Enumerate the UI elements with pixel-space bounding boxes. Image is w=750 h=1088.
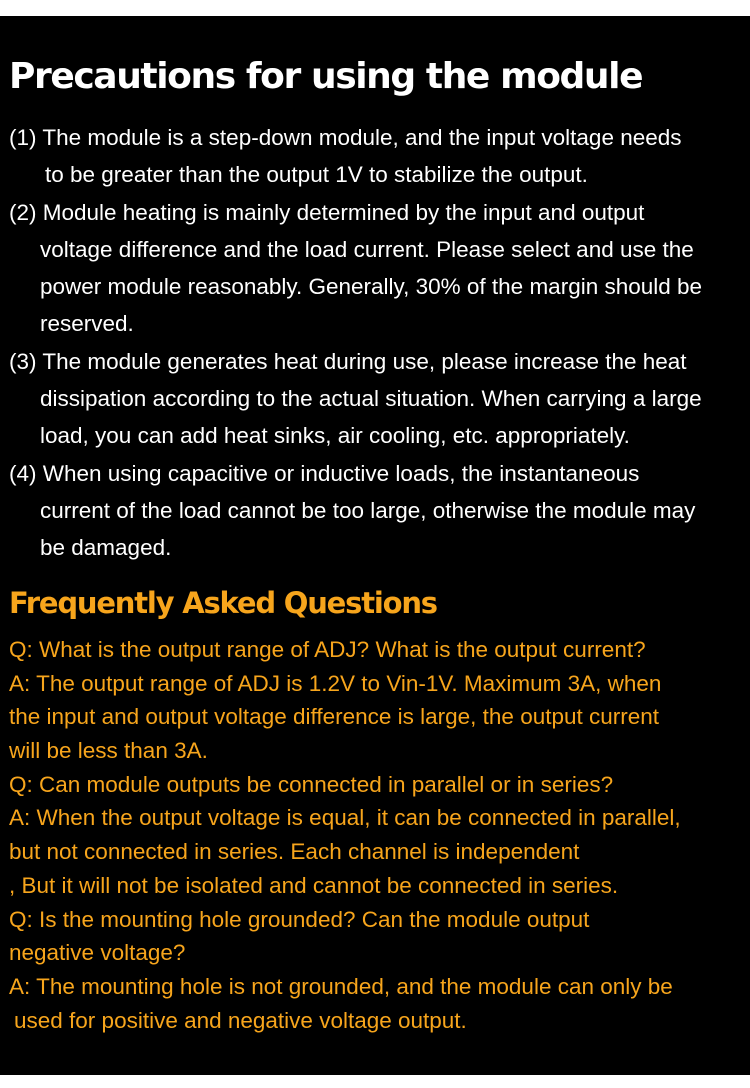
precautions-list [9,119,743,567]
precaution-line: be damaged. [40,535,172,561]
content-panel [0,16,750,1075]
faq-line: A: When the output voltage is equal, it can be connected in parallel, [9,805,681,831]
faq-line: negative voltage? [9,940,186,966]
faq-line: A: The output range of ADJ is 1.2V to Vin-1V. Maximum 3A, when [9,670,662,696]
faq-line: A: The mounting hole is not grounded, and the module can only be [9,973,673,999]
precaution-line: to be greater than the output 1V to stabilize the output. [45,162,588,188]
faq-line: but not connected in series. Each channel is independent [9,839,580,865]
faq-line: will be less than 3A. [9,738,208,764]
precaution-line: (1) The module is a step-down module, and the input voltage needs [9,125,682,150]
precaution-line: dissipation according to the actual situation. When carrying a large [40,386,702,412]
faq-line: , But it will not be isolated and cannot be connected in series. [9,872,619,898]
faq-list [9,633,744,1037]
precaution-line: load, you can add heat sinks, air cooling, etc. appropriately. [40,423,630,449]
precaution-line: power module reasonably. Generally, 30% of the margin should be [40,274,703,300]
precaution-line: reserved. [40,311,134,337]
precaution-line: current of the load cannot be too large, otherwise the module may [40,497,696,523]
faq-line: Q: What is the output range of ADJ? What is the output current? [9,637,646,662]
faq-line: Q: Can module outputs be connected in parallel or in series? [9,771,614,797]
precaution-line: (2) Module heating is mainly determined by the input and output [9,199,645,225]
precaution-line: (4) When using capacitive or inductive loads, the instantaneous [9,460,640,486]
faq-line: the input and output voltage difference is large, the output current [9,704,660,730]
precautions-title: Precautions for using the module [9,56,643,97]
precaution-line: (3) The module generates heat during use, please increase the heat [9,348,687,374]
faq-title: Frequently Asked Questions [9,586,437,620]
faq-line: Q: Is the mounting hole grounded? Can the module output [9,906,590,932]
faq-line: used for positive and negative voltage output. [14,1007,467,1033]
precaution-line: voltage difference and the load current. Please select and use the [40,236,694,262]
